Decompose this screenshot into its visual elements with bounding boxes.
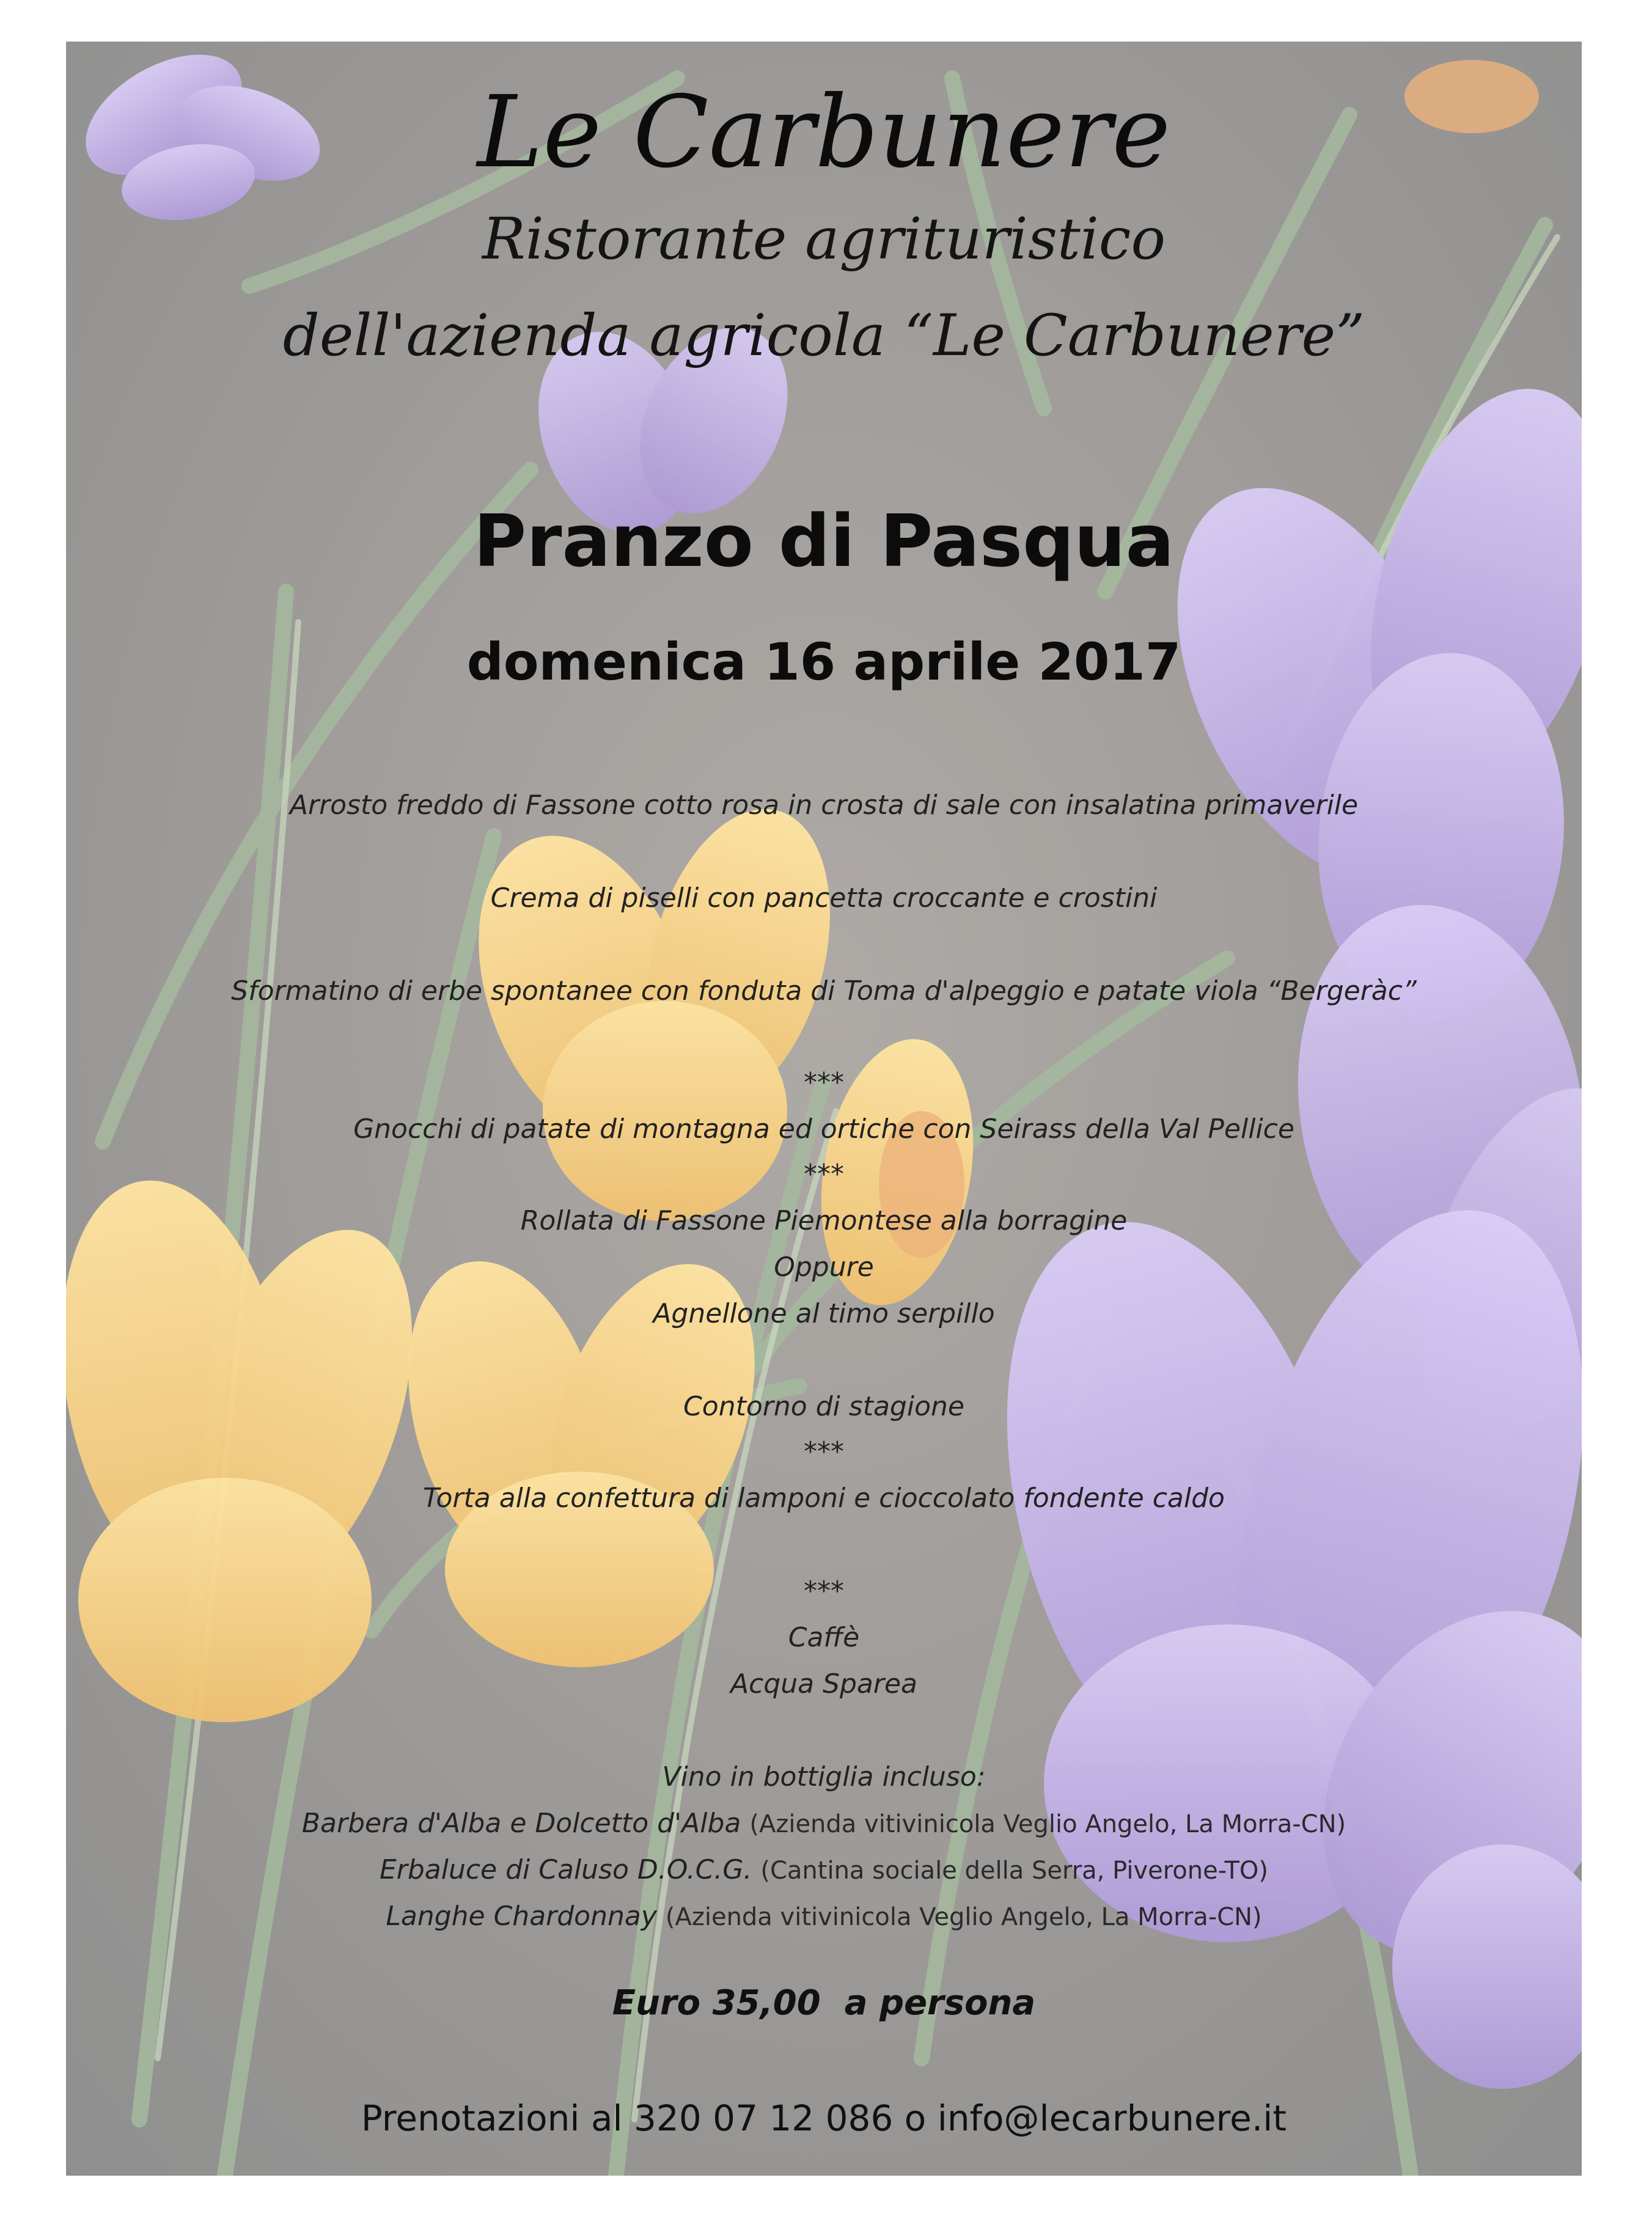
separator: *** <box>804 1436 844 1467</box>
menu-item-primo: Gnocchi di patate di montagna ed ortiche con Seirass della Val Pellice <box>353 1114 1294 1145</box>
restaurant-title: Le Carbunere <box>477 75 1171 190</box>
menu-item-antipasto-2: Crema di piselli con pancetta croccante e crostini <box>490 882 1158 914</box>
event-name: Pranzo di Pasqua <box>473 499 1175 583</box>
wine-name: Barbera d'Alba e Dolcetto d'Alba <box>301 1808 741 1839</box>
menu-item-antipasto-3: Sformatino di erbe spontanee con fonduta di Toma d'alpeggio e patate viola “Bergeràc” <box>231 975 1417 1007</box>
booking-info: Prenotazioni al 320 07 12 086 o info@lecarbunere.it <box>361 2097 1287 2139</box>
wine-item <box>66 1804 1582 1843</box>
menu-item-dolce: Torta alla confettura di lamponi e cioccolato fondente caldo <box>423 1483 1225 1514</box>
restaurant-subtitle-1: Ristorante agrituristico <box>482 206 1166 273</box>
menu-item-secondo-2: Agnellone al timo serpillo <box>653 1298 995 1329</box>
event-date: domenica 16 aprile 2017 <box>466 632 1181 692</box>
wine-producer: (Cantina sociale della Serra, Piverone-TO) <box>760 1857 1269 1885</box>
menu-item-caffe: Caffè <box>788 1622 860 1653</box>
restaurant-subtitle-2: dell'azienda agricola “Le Carbunere” <box>282 303 1365 369</box>
menu-content <box>66 42 1582 2176</box>
wine-heading: Vino in bottiglia incluso: <box>662 1761 986 1792</box>
separator: *** <box>804 1576 844 1607</box>
separator: *** <box>804 1067 844 1098</box>
wine-name: Erbaluce di Caluso D.O.C.G. <box>379 1854 752 1885</box>
separator: *** <box>804 1159 844 1190</box>
menu-item-acqua: Acqua Sparea <box>730 1668 917 1700</box>
price: Euro 35,00 a persona <box>612 1983 1036 2023</box>
wine-producer: (Azienda vitivinicola Veglio Angelo, La Morra-CN) <box>665 1903 1262 1931</box>
wine-name: Langhe Chardonnay <box>386 1901 657 1932</box>
menu-item-secondo-1: Rollata di Fassone Piemontese alla borragine <box>520 1205 1128 1236</box>
wine-producer: (Azienda vitivinicola Veglio Angelo, La Morra-CN) <box>749 1810 1346 1838</box>
menu-item-oppure: Oppure <box>774 1252 874 1283</box>
wine-item <box>66 1897 1582 1936</box>
menu-item-antipasto-1: Arrosto freddo di Fassone cotto rosa in crosta di sale con insalatina primaverile <box>289 790 1359 821</box>
menu-item-contorno: Contorno di stagione <box>683 1391 964 1422</box>
wine-item <box>66 1851 1582 1890</box>
